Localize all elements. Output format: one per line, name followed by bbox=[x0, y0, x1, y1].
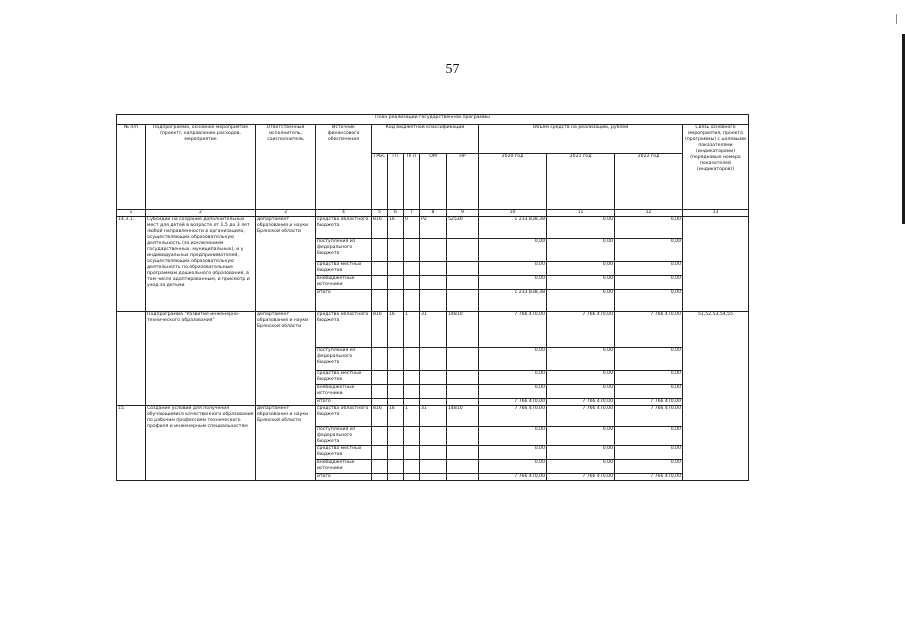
scan-mark bbox=[896, 14, 897, 24]
funding-source: итого bbox=[316, 290, 372, 312]
value-2022: 0,00 bbox=[615, 348, 683, 371]
index-cell: 4 bbox=[316, 210, 372, 217]
value-2020: 7 766 470,00 bbox=[479, 399, 547, 406]
code-grbs bbox=[372, 239, 388, 262]
index-cell: 5 bbox=[372, 210, 388, 217]
code-gp bbox=[388, 399, 404, 406]
index-cell: 10 bbox=[479, 210, 547, 217]
index-cell: 1 bbox=[117, 210, 146, 217]
value-2020: 0,00 bbox=[479, 262, 547, 276]
code-gp bbox=[388, 262, 404, 276]
code-grbs bbox=[372, 290, 388, 312]
value-2022: 0,00 bbox=[615, 239, 683, 262]
funding-source: средства областного бюджета bbox=[316, 217, 372, 239]
code-nr bbox=[447, 446, 479, 460]
funding-source: внебюджетные источники bbox=[316, 460, 372, 474]
header-gp: ГП bbox=[388, 154, 404, 210]
header-om: ОМ bbox=[420, 154, 447, 210]
code-gp bbox=[388, 474, 404, 481]
row-number bbox=[117, 312, 146, 406]
header-2022: 2022 год bbox=[615, 154, 683, 210]
code-pgp: 1 bbox=[404, 406, 420, 427]
header-2020: 2020 год bbox=[479, 154, 547, 210]
code-gp bbox=[388, 371, 404, 385]
code-om bbox=[420, 276, 447, 290]
value-2020: 0,00 bbox=[479, 371, 547, 385]
value-2021: 0,00 bbox=[547, 460, 615, 474]
value-2021: 0,00 bbox=[547, 290, 615, 312]
index-cell: 11 bbox=[547, 210, 615, 217]
row-number: 15. bbox=[117, 406, 146, 481]
code-gp bbox=[388, 239, 404, 262]
value-2021: 0,00 bbox=[547, 348, 615, 371]
code-grbs bbox=[372, 348, 388, 371]
funding-source: средства местных бюджетов bbox=[316, 446, 372, 460]
index-cell: 9 bbox=[447, 210, 479, 217]
code-nr bbox=[447, 399, 479, 406]
funding-source: итого bbox=[316, 399, 372, 406]
value-2022: 7 766 470,00 bbox=[615, 399, 683, 406]
code-nr bbox=[447, 474, 479, 481]
header-source: Источник финансового обеспечения bbox=[316, 125, 372, 210]
code-pgp bbox=[404, 239, 420, 262]
code-pgp bbox=[404, 446, 420, 460]
funding-source: итого bbox=[316, 474, 372, 481]
code-grbs bbox=[372, 446, 388, 460]
funding-source: внебюджетные источники bbox=[316, 385, 372, 399]
value-2020: 0,00 bbox=[479, 427, 547, 446]
code-gp bbox=[388, 290, 404, 312]
value-2022: 0,00 bbox=[615, 290, 683, 312]
code-grbs: 816 bbox=[372, 406, 388, 427]
value-2021: 0,00 bbox=[547, 217, 615, 239]
row-number: 14.3.1. bbox=[117, 217, 146, 312]
code-pgp bbox=[404, 399, 420, 406]
code-nr: 14810 bbox=[447, 406, 479, 427]
code-nr bbox=[447, 385, 479, 399]
code-nr bbox=[447, 371, 479, 385]
code-pgp bbox=[404, 290, 420, 312]
code-grbs: 816 bbox=[372, 312, 388, 348]
code-nr bbox=[447, 276, 479, 290]
code-pgp bbox=[404, 460, 420, 474]
value-2020: 1 233 838,38 bbox=[479, 217, 547, 239]
code-om: 31 bbox=[420, 312, 447, 348]
header-2021: 2021 год bbox=[547, 154, 615, 210]
code-om bbox=[420, 239, 447, 262]
code-gp: 16 bbox=[388, 312, 404, 348]
funding-source: поступления из федерального бюджета bbox=[316, 239, 372, 262]
code-om bbox=[420, 474, 447, 481]
code-om bbox=[420, 427, 447, 446]
table-row bbox=[117, 217, 749, 239]
header-nr: НР bbox=[447, 154, 479, 210]
header-pgp: ПГП bbox=[404, 154, 420, 210]
code-pgp bbox=[404, 262, 420, 276]
plan-table bbox=[116, 114, 749, 481]
executor: департамент образования и науки Брянской области bbox=[256, 217, 316, 312]
header-link: Связь основного мероприятия, проекта (программы) с целевыми показателями (индикаторами) (порядковые номера показателей (индикаторов)) bbox=[683, 125, 749, 210]
code-om: P2 bbox=[420, 217, 447, 239]
code-gp bbox=[388, 276, 404, 290]
table-row bbox=[117, 406, 749, 427]
code-nr bbox=[447, 290, 479, 312]
value-2021: 0,00 bbox=[547, 446, 615, 460]
value-2022: 0,00 bbox=[615, 385, 683, 399]
value-2021: 0,00 bbox=[547, 262, 615, 276]
code-pgp bbox=[404, 348, 420, 371]
value-2020: 0,00 bbox=[479, 385, 547, 399]
code-grbs bbox=[372, 460, 388, 474]
header-grbs: ГРБС bbox=[372, 154, 388, 210]
value-2022: 0,00 bbox=[615, 371, 683, 385]
index-cell: 2 bbox=[146, 210, 256, 217]
funding-source: средства областного бюджета bbox=[316, 312, 372, 348]
value-2020: 0,00 bbox=[479, 446, 547, 460]
index-cell: 7 bbox=[404, 210, 420, 217]
code-grbs bbox=[372, 399, 388, 406]
value-2022: 0,00 bbox=[615, 460, 683, 474]
funding-source: поступления из федерального бюджета bbox=[316, 427, 372, 446]
code-gp bbox=[388, 348, 404, 371]
index-cell: 13 bbox=[683, 210, 749, 217]
code-grbs bbox=[372, 276, 388, 290]
code-nr: 14810 bbox=[447, 312, 479, 348]
table-title: План реализации государственной программы bbox=[117, 115, 749, 125]
value-2020: 0,00 bbox=[479, 348, 547, 371]
value-2022: 0,00 bbox=[615, 427, 683, 446]
code-grbs bbox=[372, 474, 388, 481]
code-pgp: 1 bbox=[404, 312, 420, 348]
code-gp bbox=[388, 460, 404, 474]
executor: департамент образования и науки Брянской области bbox=[256, 406, 316, 481]
code-nr bbox=[447, 239, 479, 262]
code-grbs bbox=[372, 385, 388, 399]
code-om bbox=[420, 446, 447, 460]
value-2020: 0,00 bbox=[479, 276, 547, 290]
funding-source: средства местных бюджетов bbox=[316, 371, 372, 385]
funding-source: средства областного бюджета bbox=[316, 406, 372, 427]
code-nr bbox=[447, 427, 479, 446]
code-pgp bbox=[404, 276, 420, 290]
code-gp bbox=[388, 385, 404, 399]
executor: департамент образования и науки Брянской области bbox=[256, 312, 316, 406]
index-cell: 8 bbox=[420, 210, 447, 217]
code-om bbox=[420, 290, 447, 312]
value-2021: 7 766 470,00 bbox=[547, 406, 615, 427]
code-gp: 16 bbox=[388, 217, 404, 239]
code-om bbox=[420, 460, 447, 474]
code-om: 31 bbox=[420, 406, 447, 427]
code-om bbox=[420, 262, 447, 276]
indicator-link: 51,52,53,54,55 bbox=[683, 312, 749, 481]
code-om bbox=[420, 399, 447, 406]
funding-source: внебюджетные источники bbox=[316, 276, 372, 290]
code-pgp bbox=[404, 371, 420, 385]
code-gp bbox=[388, 446, 404, 460]
value-2021: 0,00 bbox=[547, 239, 615, 262]
value-2020: 7 766 470,00 bbox=[479, 406, 547, 427]
code-pgp bbox=[404, 474, 420, 481]
code-pgp bbox=[404, 385, 420, 399]
header-executor: Ответственный исполнитель, соисполнитель bbox=[256, 125, 316, 210]
code-grbs bbox=[372, 262, 388, 276]
value-2022: 0,00 bbox=[615, 217, 683, 239]
value-2020: 7 766 470,00 bbox=[479, 312, 547, 348]
value-2022: 0,00 bbox=[615, 262, 683, 276]
indicator-link bbox=[683, 217, 749, 312]
code-pgp bbox=[404, 427, 420, 446]
funding-source: средства местных бюджетов bbox=[316, 262, 372, 276]
code-nr bbox=[447, 262, 479, 276]
value-2022: 7 766 470,00 bbox=[615, 406, 683, 427]
page-number: 57 bbox=[445, 62, 460, 77]
header-num: № п/п bbox=[117, 125, 146, 210]
header-budget-code: Код бюджетной классификации bbox=[372, 125, 479, 154]
code-om bbox=[420, 385, 447, 399]
value-2021: 7 766 470,00 bbox=[547, 399, 615, 406]
table-row bbox=[117, 312, 749, 348]
code-grbs bbox=[372, 371, 388, 385]
code-nr bbox=[447, 348, 479, 371]
code-grbs: 816 bbox=[372, 217, 388, 239]
index-cell: 12 bbox=[615, 210, 683, 217]
index-cell: 6 bbox=[388, 210, 404, 217]
code-nr: 52530 bbox=[447, 217, 479, 239]
value-2021: 0,00 bbox=[547, 385, 615, 399]
code-gp bbox=[388, 427, 404, 446]
value-2022: 7 766 470,00 bbox=[615, 474, 683, 481]
code-om bbox=[420, 371, 447, 385]
code-om bbox=[420, 348, 447, 371]
index-cell: 3 bbox=[256, 210, 316, 217]
code-gp: 16 bbox=[388, 406, 404, 427]
value-2020: 0,00 bbox=[479, 460, 547, 474]
value-2020: 0,00 bbox=[479, 239, 547, 262]
activity-name: Создание условий для получения обучающимися качественного образования по рабочим профессиям технического профиля и инженерным специальностям bbox=[146, 406, 256, 481]
value-2021: 7 766 470,00 bbox=[547, 474, 615, 481]
value-2020: 1 233 838,38 bbox=[479, 290, 547, 312]
code-pgp: 0 bbox=[404, 217, 420, 239]
value-2020: 7 766 470,00 bbox=[479, 474, 547, 481]
value-2022: 7 766 470,00 bbox=[615, 312, 683, 348]
value-2021: 0,00 bbox=[547, 371, 615, 385]
value-2022: 0,00 bbox=[615, 446, 683, 460]
value-2021: 0,00 bbox=[547, 276, 615, 290]
value-2022: 0,00 bbox=[615, 276, 683, 290]
header-subprogram: Подпрограмма, основное мероприятие (проект), направление расходов, мероприятие bbox=[146, 125, 256, 210]
value-2021: 0,00 bbox=[547, 427, 615, 446]
code-nr bbox=[447, 460, 479, 474]
funding-source: поступления из федерального бюджета bbox=[316, 348, 372, 371]
activity-name: Подпрограмма "Развитие инженерно-технического образования" bbox=[146, 312, 256, 406]
activity-name: Субсидии на создание дополнительных мест для детей в возрасте от 1,5 до 3 лет любой направленности в организациях, осуществляющих образовательную деятельность (за исключением государственных, муниципальных), и у индивидуальных предпринимателей, осуществляющих образовательную деятельность по образовательным программам дошкольного образования, в том числе адаптированным, и присмотр и уход за детьми bbox=[146, 217, 256, 312]
code-grbs bbox=[372, 427, 388, 446]
value-2021: 7 766 470,00 bbox=[547, 312, 615, 348]
header-volume: Объём средств на реализацию, рублей bbox=[479, 125, 683, 154]
